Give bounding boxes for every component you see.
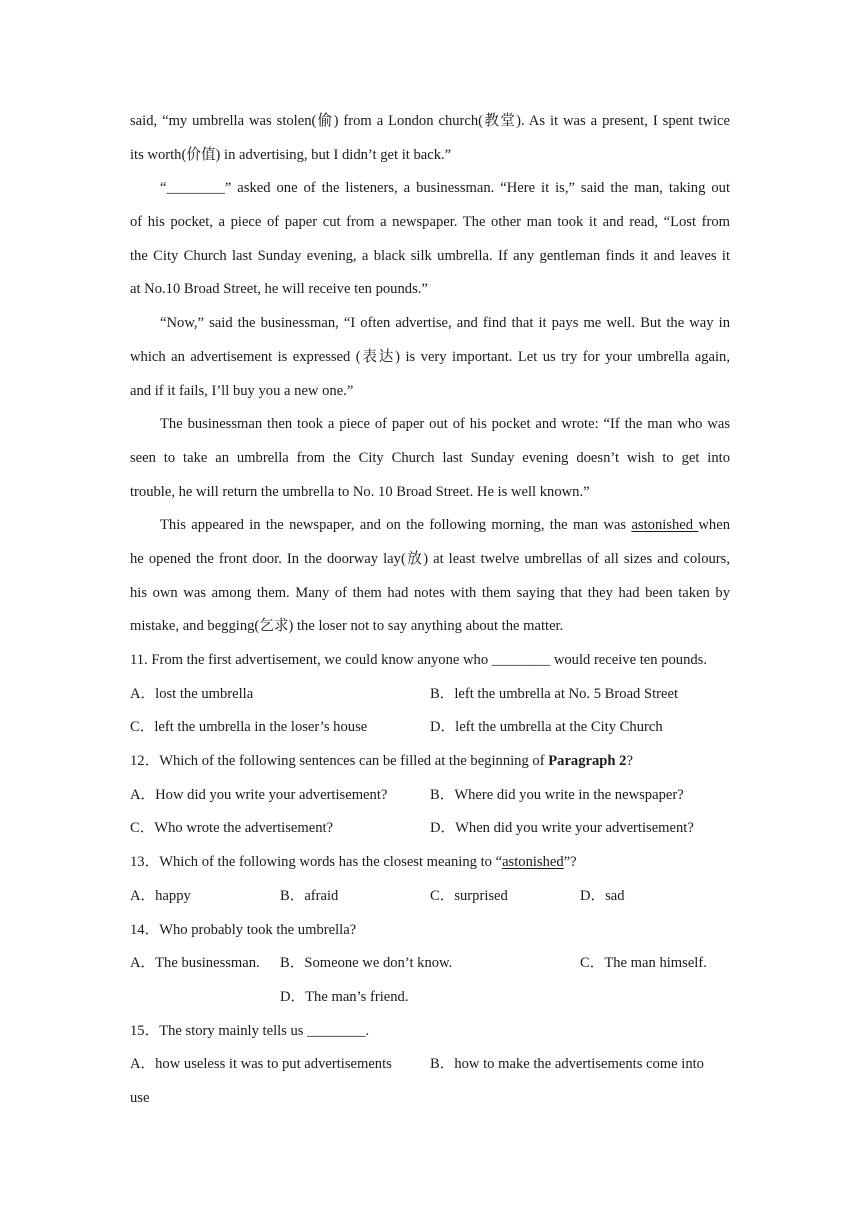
question-text: ? — [626, 753, 633, 770]
passage-line: which an advertisement is expressed (表达) is very important. Let us try for your umbrella again, — [130, 348, 730, 365]
options-row — [130, 711, 730, 745]
passage-line: its worth(价值) in advertising, but I didn’t get it back.” — [130, 146, 452, 163]
passage-line: his own was among them. Many of them had notes with them saying that they had been taken by — [130, 584, 730, 601]
passage-line: “________” asked one of the listeners, a businessman. “Here it is,” said the man, taking out — [160, 180, 730, 197]
bold-reference: Paragraph 2 — [548, 753, 627, 770]
passage-line: trouble, he will return the umbrella to No. 10 Broad Street. He is well known.” — [130, 483, 590, 500]
option-d: D．When did you write your advertisement? — [430, 820, 694, 837]
passage-line: the City Church last Sunday evening, a black silk umbrella. If any gentleman finds it and leaves it — [130, 247, 730, 264]
passage-line: at No.10 Broad Street, he will receive ten pounds.” — [130, 281, 428, 298]
option-c: C．left the umbrella in the loser’s house — [130, 719, 368, 736]
options-row — [130, 1048, 730, 1082]
option-b: B．Someone we don’t know. — [280, 955, 453, 972]
options-row — [130, 812, 730, 846]
passage-line: he opened the front door. In the doorway lay(放) at least twelve umbrellas of all sizes and colours, — [130, 550, 730, 567]
passage-line: said, “my umbrella was stolen(偷) from a London church(教堂). As it was a present, I spent twice — [130, 113, 730, 129]
option-b: B．how to make the advertisements come into — [430, 1056, 704, 1073]
question-stem — [130, 745, 730, 779]
passage-line: “Now,” said the businessman, “I often advertise, and find that it pays me well. But the way in — [160, 315, 730, 332]
option-d: D．left the umbrella at the City Church — [430, 719, 663, 736]
option-b: B．Where did you write in the newspaper? — [430, 786, 684, 803]
option-d: D．sad — [580, 887, 625, 904]
option-a: A．The businessman. — [130, 955, 260, 972]
option-b: B．left the umbrella at No. 5 Broad Street — [430, 685, 679, 702]
option-a: A．lost the umbrella — [130, 685, 254, 702]
passage-line — [130, 509, 730, 543]
question-15 — [130, 1015, 730, 1116]
question-12 — [130, 745, 730, 846]
question-13 — [130, 846, 730, 913]
question-text: 12．Which of the following sentences can be filled at the beginning of — [130, 753, 549, 770]
underlined-word: astonished — [502, 854, 564, 871]
option-c: C．The man himself. — [580, 955, 707, 972]
question-stem: 11. From the first advertisement, we could know anyone who ________ would receive ten pounds. — [130, 652, 708, 668]
question-text: 13．Which of the following words has the closest meaning to “ — [130, 854, 503, 871]
option-c: C．surprised — [430, 887, 508, 904]
passage-line: and if it fails, I’ll buy you a new one.” — [130, 382, 354, 399]
option-a: A．how useless it was to put advertisements — [130, 1056, 392, 1073]
option-a: A．happy — [130, 887, 191, 904]
question-text: ”? — [563, 854, 577, 871]
passage-line: of his pocket, a piece of paper cut from a newspaper. The other man took it and read, “Lost from — [130, 214, 730, 231]
option-d: D．The man’s friend. — [280, 988, 409, 1005]
passage-line: mistake, and begging(乞求) the loser not to say anything about the matter. — [130, 618, 564, 635]
options-row — [130, 981, 730, 1015]
option-c: C．Who wrote the advertisement? — [130, 820, 334, 837]
options-row — [130, 947, 730, 981]
option-b: B．afraid — [280, 887, 339, 904]
question-11 — [130, 644, 730, 745]
question-stem: 15．The story mainly tells us ________. — [130, 1022, 370, 1039]
passage-text: This appeared in the newspaper, and on the following morning, the man was — [160, 517, 632, 534]
option-a: A．How did you write your advertisement? — [130, 786, 388, 803]
passage-line: The businessman then took a piece of paper out of his pocket and wrote: “If the man who was — [160, 416, 730, 433]
reading-passage — [130, 105, 730, 644]
passage-text: when — [698, 517, 730, 534]
underlined-word: astonished — [631, 517, 699, 534]
question-stem: 14．Who probably took the umbrella? — [130, 921, 357, 938]
document-page — [130, 105, 730, 1116]
passage-line: seen to take an umbrella from the City Church last Sunday evening doesn’t wish to get into — [130, 449, 730, 466]
options-row — [130, 779, 730, 813]
options-row — [130, 880, 730, 914]
question-14 — [130, 914, 730, 1015]
options-row — [130, 678, 730, 712]
question-stem — [130, 846, 730, 880]
option-b-continued: use — [130, 1089, 150, 1106]
